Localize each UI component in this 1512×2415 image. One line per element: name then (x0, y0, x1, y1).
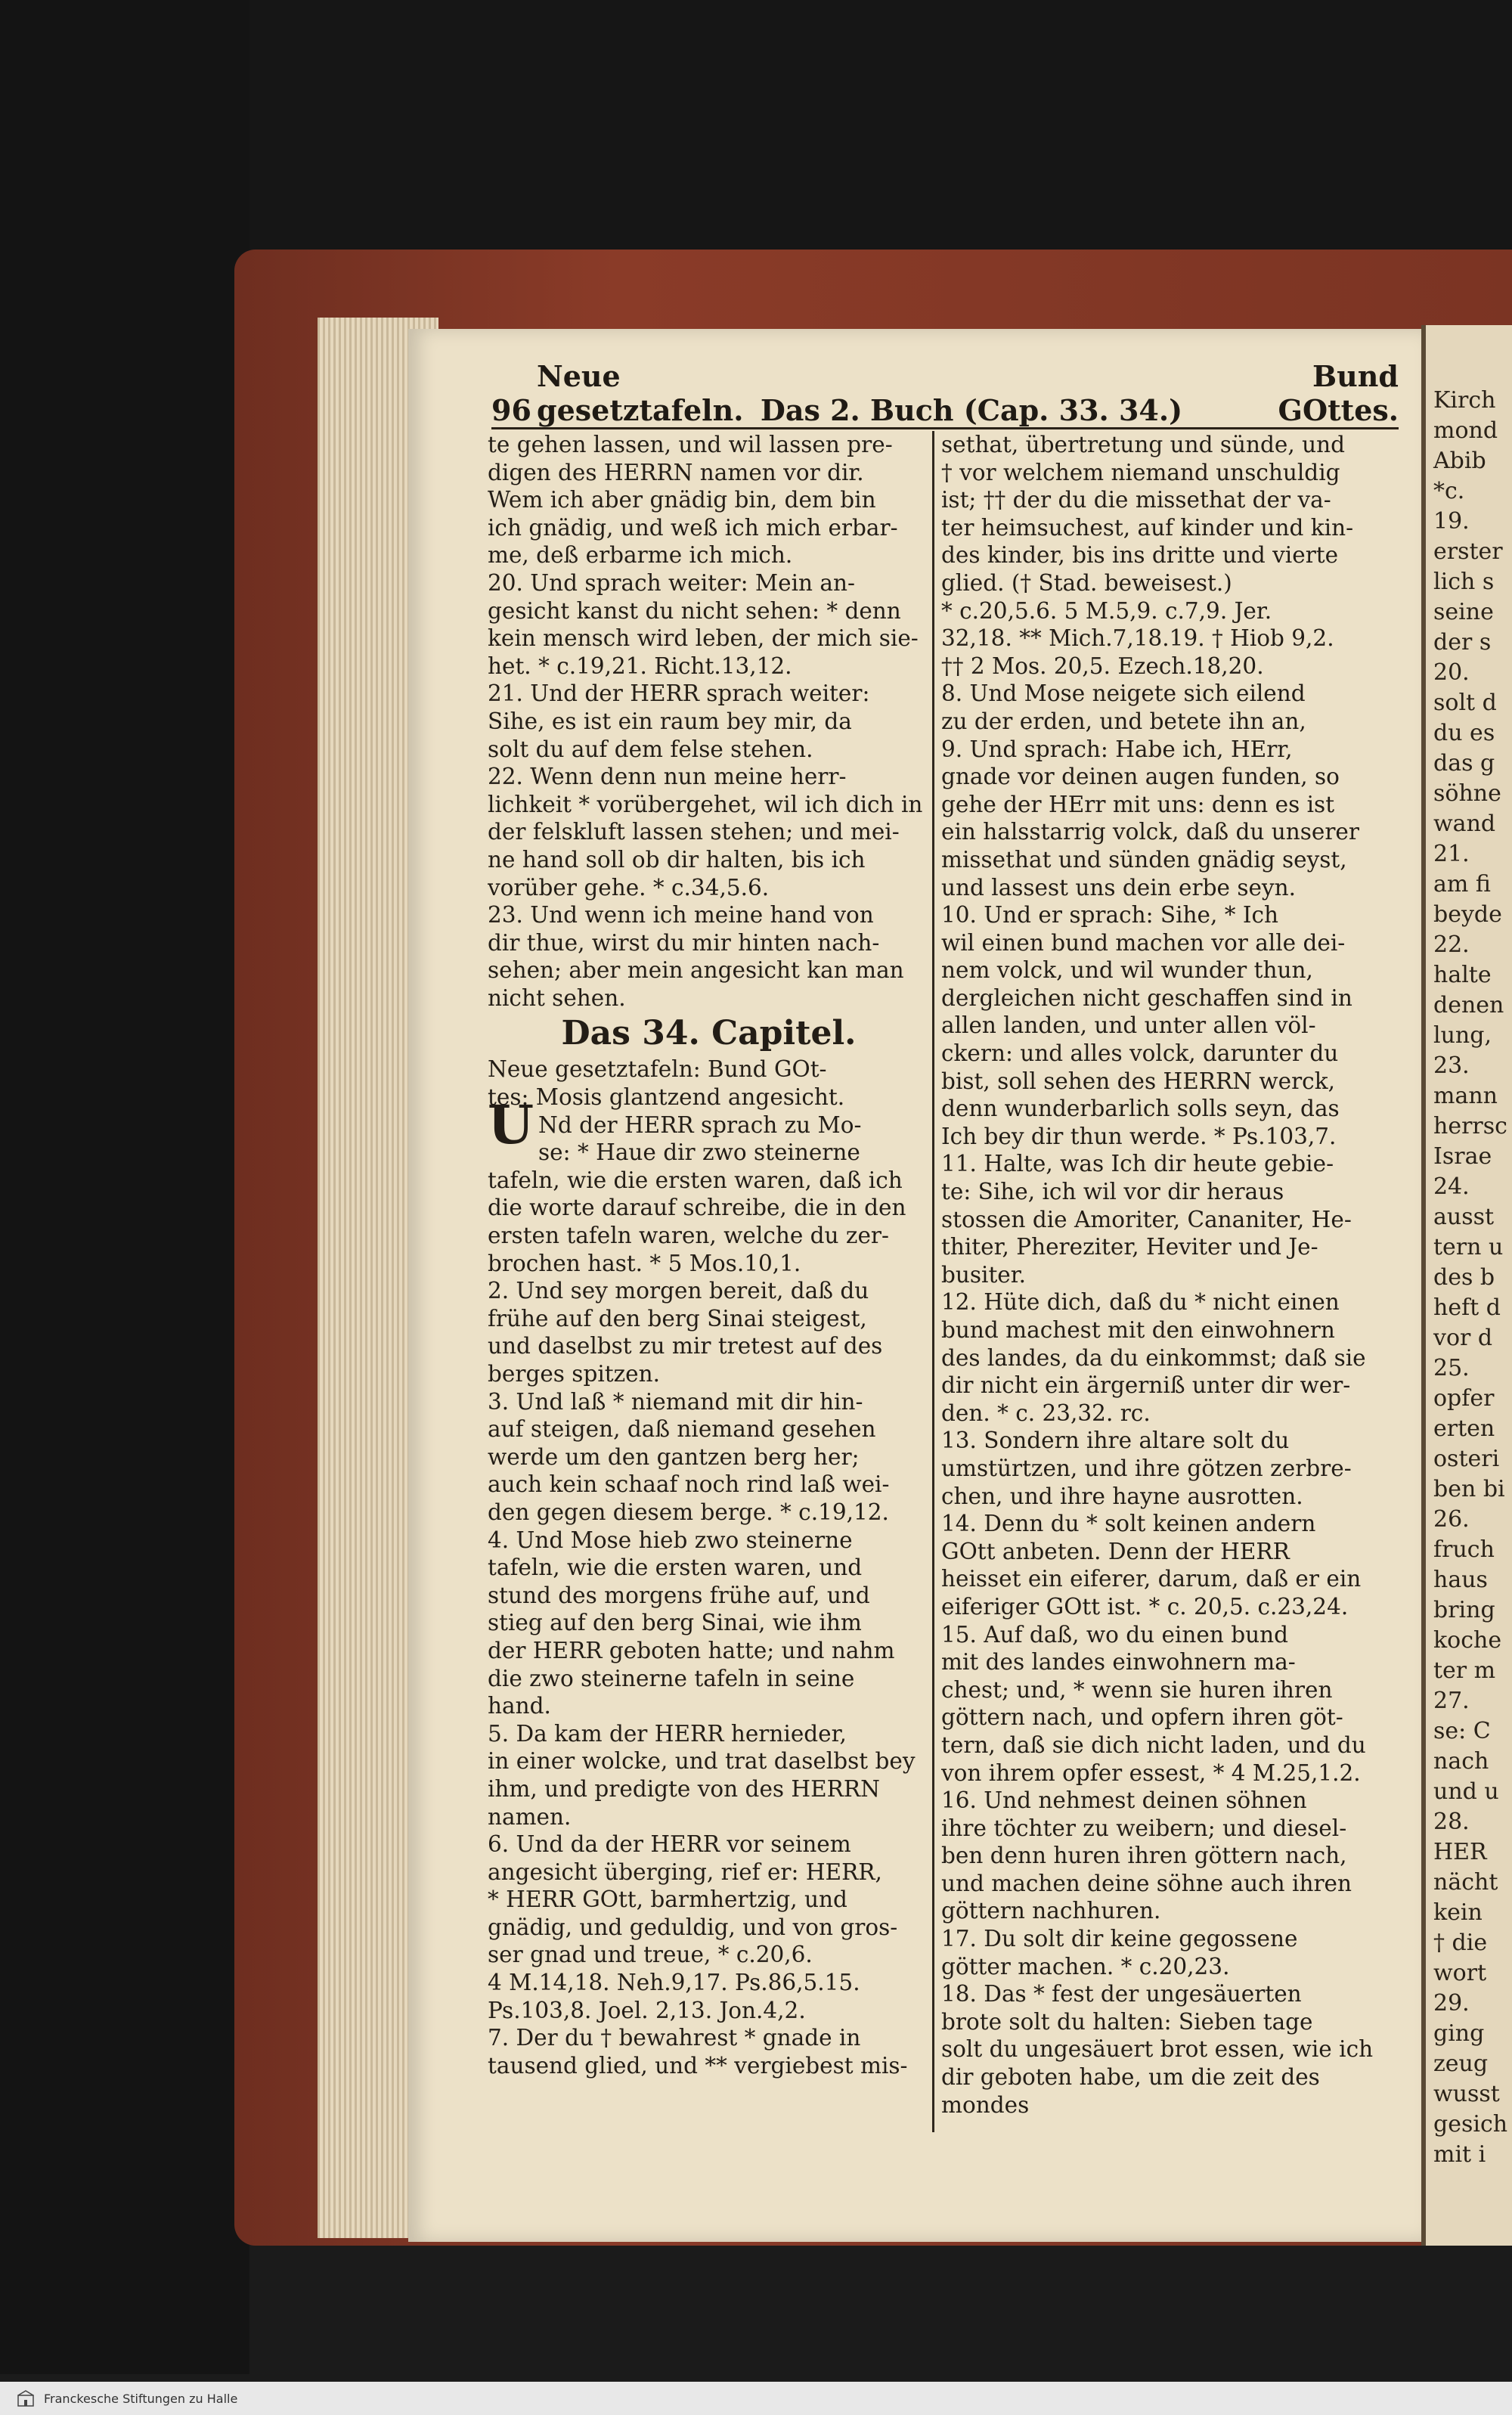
text-line: in einer wolcke, und trat daselbst bey (488, 1748, 916, 1775)
next-page-text: nächt (1433, 1869, 1498, 1896)
text-line: 4 M.14,18. Neh.9,17. Ps.86,5.15. (488, 1970, 860, 1996)
institution-logo-icon (15, 2388, 36, 2409)
text-line: ter heimsuchest, auf kinder und kin- (941, 514, 1354, 541)
text-line: ein halsstarrig volck, daß du unserer (941, 819, 1359, 845)
text-line: 5. Da kam der HERR hernieder, (488, 1720, 847, 1747)
text-line: den. * c. 23,32. rc. (941, 1400, 1151, 1426)
text-line: ihre töchter zu weibern; und diesel- (941, 1815, 1347, 1841)
text-line: te: Sihe, ich wil vor dir heraus (941, 1179, 1284, 1205)
text-line: tern, daß sie dich nicht laden, und du (941, 1731, 1366, 1758)
text-line: bund machest mit den einwohnern (941, 1317, 1335, 1343)
text-line: Ps.103,8. Joel. 2,13. Jon.4,2. (488, 1997, 806, 2023)
text-line: 11. Halte, was Ich dir heute gebie- (941, 1151, 1334, 1177)
text-line: die worte darauf schreibe, die in den (488, 1195, 906, 1221)
text-line: brochen hast. * 5 Mos.10,1. (488, 1250, 801, 1276)
next-page-text: wand (1433, 811, 1496, 837)
next-page-text: opfer (1433, 1385, 1495, 1412)
right-text-column (941, 431, 1383, 2119)
text-line: † vor welchem niemand unschuldig (941, 459, 1340, 485)
text-line: der felskluft lassen stehen; und mei- (488, 819, 900, 845)
text-line: 16. Und nehmest deinen söhnen (941, 1787, 1307, 1814)
text-line: 8. Und Mose neigete sich eilend (941, 680, 1306, 707)
chapter-summary-line: Neue gesetztafeln: Bund GOt- (488, 1056, 827, 1083)
text-line: sehen; aber mein angesicht kan man (488, 957, 904, 984)
text-line: denn wunderbarlich solls seyn, das (941, 1096, 1340, 1122)
next-page-text: herrsc (1433, 1113, 1507, 1139)
text-line: göttern nach, und opfern ihren göt- (941, 1704, 1343, 1731)
next-page-text: † die (1433, 1930, 1488, 1956)
text-line: und lassest uns dein erbe seyn. (941, 874, 1296, 901)
text-line: sethat, übertretung und sünde, und (941, 432, 1345, 457)
text-line: 15. Auf daß, wo du einen bund (941, 1621, 1288, 1648)
next-page-text: 25. (1433, 1355, 1470, 1381)
text-line: se: * Haue dir zwo steinerne (538, 1139, 860, 1166)
next-page-text: 28. (1433, 1809, 1470, 1835)
text-line: gesicht kanst du nicht sehen: * denn (488, 597, 901, 624)
text-line: tafeln, wie die ersten waren, und (488, 1555, 863, 1581)
text-line: dergleichen nicht geschaffen sind in (941, 984, 1352, 1011)
text-line: gnädig, und geduldig, und von gros- (488, 1914, 898, 1940)
text-line: ich gnädig, und weß ich mich erbar- (488, 514, 898, 541)
text-line: angesicht überging, rief er: HERR, (488, 1859, 882, 1885)
text-line: der HERR geboten hatte; und nahm (488, 1637, 895, 1663)
text-line: götter machen. * c.20,23. (941, 1953, 1230, 1979)
footer-credit: Franckesche Stiftungen zu Halle (44, 2391, 238, 2406)
next-page-text: das g (1433, 750, 1495, 777)
text-line: mondes (941, 2091, 1030, 2118)
text-line: 14. Denn du * solt keinen andern (941, 1511, 1316, 1537)
text-line: gnade vor deinen augen funden, so (941, 764, 1340, 790)
text-line: * c.20,5.6. 5 M.5,9. c.7,9. Jer. (941, 597, 1272, 624)
next-page-text: erster (1433, 538, 1503, 565)
text-line: Ich bey dir thun werde. * Ps.103,7. (941, 1123, 1337, 1149)
next-page-text: Kirch (1433, 387, 1496, 414)
next-page-text: 29. (1433, 1990, 1470, 2017)
text-line: göttern nachhuren. (941, 1898, 1161, 1924)
text-line: dir geboten habe, um die zeit des (941, 2064, 1320, 2091)
next-page-text: wort (1433, 1960, 1487, 1986)
text-line: 12. Hüte dich, daß du * nicht einen (941, 1289, 1340, 1316)
next-page-text: 19. (1433, 508, 1470, 535)
text-line: des landes, da du einkommst; daß sie (941, 1344, 1366, 1371)
text-line: lichkeit * vorübergehet, wil ich dich in (488, 791, 923, 817)
next-page-text: am fi (1433, 871, 1491, 897)
next-page-text: 24. (1433, 1173, 1470, 1200)
next-page-text: tern u (1433, 1234, 1504, 1260)
text-line: bist, soll sehen des HERRN werck, (941, 1068, 1335, 1094)
header-left-title: Neue gesetztafeln. (537, 359, 744, 427)
text-line: wil einen bund machen vor alle dei- (941, 929, 1346, 956)
next-page-text: se: C (1433, 1718, 1491, 1744)
text-line: 10. Und er sprach: Sihe, * Ich (941, 902, 1279, 928)
next-page-text: gesich (1433, 2111, 1508, 2138)
next-page-text: halte (1433, 962, 1492, 988)
text-line: 32,18. ** Mich.7,18.19. † Hiob 9,2. (941, 625, 1334, 652)
text-line: hand. (488, 1693, 551, 1719)
next-page-text: haus (1433, 1567, 1488, 1593)
next-page-text: ben bi (1433, 1476, 1505, 1502)
text-line: 6. Und da der HERR vor seinem (488, 1831, 851, 1858)
header-center-title: Das 2. Buch (Cap. 33. 34.) (760, 393, 1183, 427)
next-page-text: fruch (1433, 1536, 1495, 1563)
text-line: 22. Wenn denn nun meine herr- (488, 764, 847, 790)
text-line: chest; und, * wenn sie huren ihren (941, 1676, 1333, 1703)
text-line: busiter. (941, 1261, 1027, 1288)
text-line: Nd der HERR sprach zu Mo- (538, 1111, 862, 1138)
next-page-text: mit i (1433, 2141, 1486, 2168)
text-line: 2. Und sey morgen bereit, daß du (488, 1278, 869, 1304)
text-line: glied. († Stad. beweisest.) (941, 569, 1232, 596)
text-line: 20. Und sprach weiter: Mein an- (488, 569, 855, 596)
next-page-text: mond (1433, 417, 1498, 444)
next-page-text: osteri (1433, 1446, 1500, 1472)
text-line: het. * c.19,21. Richt.13,12. (488, 653, 792, 679)
text-line: tafeln, wie die ersten waren, daß ich (488, 1167, 903, 1193)
text-line: die zwo steinerne tafeln in seine (488, 1665, 855, 1691)
text-line: gehe der HErr mit uns: denn es ist (941, 791, 1335, 817)
text-line: thiter, Phereziter, Heviter und Je- (941, 1234, 1318, 1260)
text-line: und daselbst zu mir tretest auf des (488, 1333, 883, 1359)
text-line: ser gnad und treue, * c.20,6. (488, 1942, 813, 1968)
next-page-text: und u (1433, 1778, 1499, 1805)
next-page-text: ging (1433, 2020, 1485, 2047)
next-page-text: koche (1433, 1627, 1502, 1654)
next-page-text: heft d (1433, 1294, 1501, 1321)
text-line: ne hand soll ob dir halten, bis ich (488, 846, 866, 873)
text-line: umstürtzen, und ihre götzen zerbre- (941, 1455, 1352, 1481)
text-line: 4. Und Mose hieb zwo steinerne (488, 1527, 853, 1553)
next-page-text: der s (1433, 629, 1492, 656)
text-line: chen, und ihre hayne ausrotten. (941, 1483, 1303, 1509)
text-line: 7. Der du † bewahrest * gnade in (488, 2025, 861, 2051)
text-line: 23. Und wenn ich meine hand von (488, 902, 874, 928)
next-page-text: ter m (1433, 1657, 1496, 1684)
text-line: nem volck, und wil wunder thun, (941, 957, 1313, 984)
next-page-text: du es (1433, 720, 1495, 746)
dark-background-left (0, 0, 249, 2374)
text-line: brote solt du halten: Sieben tage (941, 2008, 1313, 2035)
text-line: ist; †† der du die missethat der va- (941, 487, 1331, 513)
text-line: allen landen, und unter allen völ- (941, 1012, 1316, 1039)
chapter-title: Das 34. Capitel. (561, 1014, 857, 1053)
next-page-text: ausst (1433, 1204, 1495, 1230)
text-line: frühe auf den berg Sinai steigest, (488, 1305, 867, 1332)
text-line: †† 2 Mos. 20,5. Ezech.18,20. (941, 653, 1264, 679)
text-line: ersten tafeln waren, welche du zer- (488, 1223, 889, 1249)
text-line: stieg auf den berg Sinai, wie ihm (488, 1610, 862, 1636)
next-page-text: 21. (1433, 841, 1470, 867)
text-line: auf steigen, daß niemand gesehen (488, 1416, 876, 1443)
next-page-text: 22. (1433, 932, 1470, 958)
next-page-text: HER (1433, 1839, 1487, 1865)
text-line: 18. Das * fest der ungesäuerten (941, 1981, 1302, 2007)
text-line: 3. Und laß * niemand mit dir hin- (488, 1388, 863, 1415)
text-line: ben denn huren ihren göttern nach, (941, 1843, 1347, 1869)
footer-bar (0, 2382, 1512, 2415)
next-page-text: 20. (1433, 659, 1470, 686)
text-line: mit des landes einwohnern ma- (941, 1649, 1296, 1676)
text-line: ihm, und predigte von des HERRN (488, 1775, 880, 1802)
text-line: den gegen diesem berge. * c.19,12. (488, 1499, 889, 1525)
left-text-column (488, 431, 930, 2079)
next-page-text: söhne (1433, 780, 1501, 807)
text-line: solt du ungesäuert brot essen, wie ich (941, 2036, 1374, 2063)
text-line: 21. Und der HERR sprach weiter: (488, 680, 870, 707)
text-line: namen. (488, 1803, 572, 1830)
chapter-summary-line: tes: Mosis glantzend angesicht. (488, 1084, 845, 1111)
text-line: eiferiger GOtt ist. * c. 20,5. c.23,24. (941, 1593, 1349, 1620)
text-line: tausend glied, und ** vergiebest mis- (488, 2052, 908, 2079)
next-page-text: mann (1433, 1083, 1498, 1109)
text-line: des kinder, bis ins dritte und vierte (941, 542, 1339, 569)
text-line: werde um den gantzen berg her; (488, 1443, 860, 1470)
text-line: te gehen lassen, und wil lassen pre- (488, 432, 893, 457)
text-line: heisset ein eiferer, darum, daß er ein (941, 1566, 1362, 1592)
next-page-text: lich s (1433, 569, 1495, 595)
next-page-text: Israe (1433, 1143, 1492, 1170)
text-line: und machen deine söhne auch ihren (941, 1870, 1352, 1896)
text-line: auch kein schaaf noch rind laß wei- (488, 1471, 890, 1498)
text-line: me, deß erbarme ich mich. (488, 542, 793, 569)
next-page-text: seine (1433, 599, 1494, 625)
text-line: 17. Du solt dir keine gegossene (941, 1926, 1298, 1952)
running-header (491, 359, 1399, 429)
next-page-text: 26. (1433, 1506, 1470, 1533)
column-divider (932, 431, 934, 2132)
next-page-text: des b (1433, 1264, 1495, 1291)
next-page-text: denen (1433, 992, 1504, 1018)
next-page-text: beyde (1433, 901, 1502, 928)
next-page-text: zeug (1433, 2051, 1489, 2077)
text-line: ckern: und alles volck, darunter du (941, 1040, 1339, 1067)
header-right-title: Bund GOttes. (1278, 359, 1399, 427)
drop-cap: U (488, 1093, 534, 1156)
next-page-text: *c. (1433, 478, 1465, 504)
text-line: kein mensch wird leben, der mich sie- (488, 625, 919, 652)
text-line: 9. Und sprach: Habe ich, HErr, (941, 736, 1293, 762)
next-page-text: wusst (1433, 2081, 1500, 2107)
next-page-text: Abib (1433, 448, 1486, 474)
text-line: dir thue, wirst du mir hinten nach- (488, 929, 880, 956)
text-line: zu der erden, und betete ihn an, (941, 708, 1306, 734)
next-page-text: lung, (1433, 1022, 1492, 1049)
text-line: missethat und sünden gnädig seyst, (941, 846, 1347, 873)
next-page-text: solt d (1433, 690, 1497, 716)
text-line: vorüber gehe. * c.34,5.6. (488, 874, 770, 901)
page-number: 96 (491, 393, 531, 427)
text-line: 13. Sondern ihre altare solt du (941, 1428, 1290, 1454)
text-line: nicht sehen. (488, 984, 626, 1011)
text-line: Sihe, es ist ein raum bey mir, da (488, 708, 852, 734)
text-line: stossen die Amoriter, Cananiter, He- (941, 1206, 1352, 1232)
text-line: von ihrem opfer essest, * 4 M.25,1.2. (941, 1759, 1361, 1786)
next-page-text: 27. (1433, 1688, 1470, 1714)
text-line: * HERR GOtt, barmhertzig, und (488, 1886, 847, 1913)
text-line: digen des HERRN namen vor dir. (488, 459, 864, 485)
text-line: berges spitzen. (488, 1361, 660, 1387)
next-page-text: erten (1433, 1415, 1495, 1442)
next-page-text: kein (1433, 1899, 1483, 1926)
next-page-text: 23. (1433, 1052, 1470, 1079)
next-page-text: bring (1433, 1597, 1495, 1623)
next-page-fragment (1421, 325, 1512, 2246)
text-line: solt du auf dem felse stehen. (488, 736, 813, 762)
text-line: Wem ich aber gnädig bin, dem bin (488, 487, 876, 513)
text-line: stund des morgens frühe auf, und (488, 1582, 870, 1608)
next-page-text: nach (1433, 1748, 1489, 1775)
next-page-text: vor d (1433, 1325, 1493, 1351)
text-line: GOtt anbeten. Denn der HERR (941, 1538, 1290, 1564)
text-line: dir nicht ein ärgerniß unter dir wer- (941, 1372, 1351, 1399)
